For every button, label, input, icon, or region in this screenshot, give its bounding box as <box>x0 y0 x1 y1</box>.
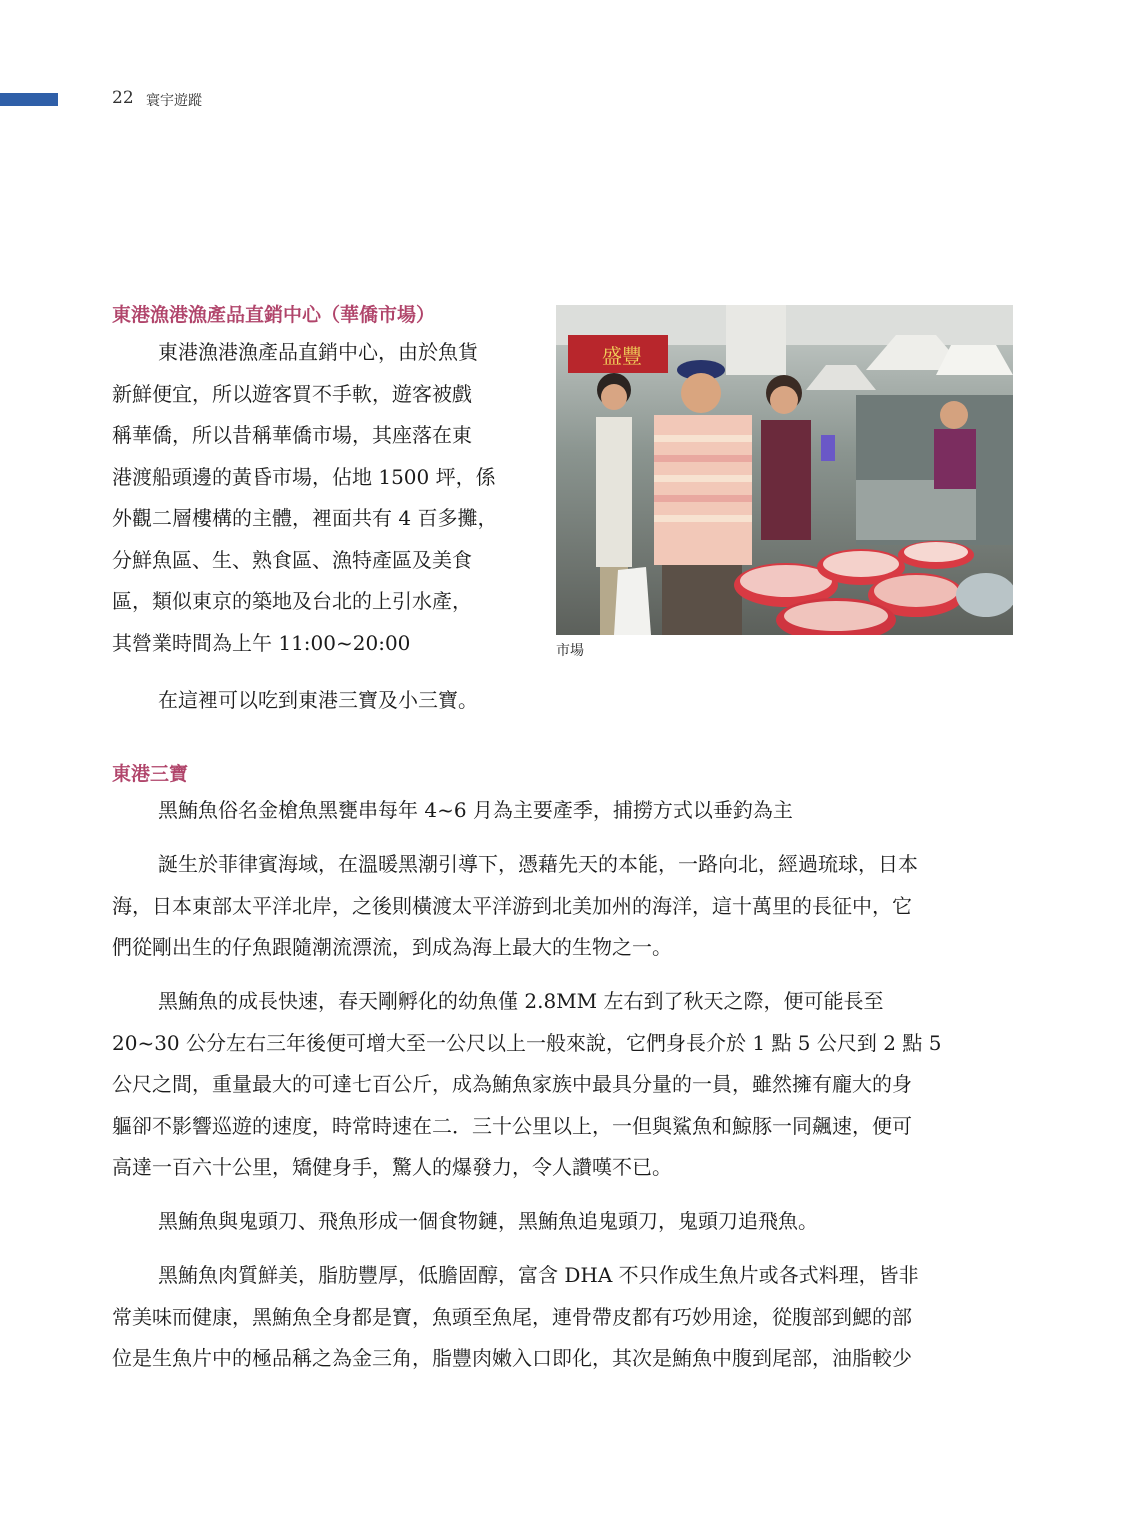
text-line: 稱華僑，所以昔稱華僑市場，其座落在東 <box>112 423 472 447</box>
text-line: 黑鮪魚的成長快速，春天剛孵化的幼魚僅 2.8MM 左右到了秋天之際，便可能長至 <box>158 989 884 1013</box>
section-title-market: 東港漁港漁產品直銷中心（華僑市場） <box>112 304 436 326</box>
paragraph-market-intro <box>112 332 532 664</box>
paragraph-tuna-meat <box>112 1255 1012 1380</box>
market-photo-illustration <box>556 305 1013 635</box>
text-line: 20~30 公分左右三年後便可增大至一公尺以上一般來說，它們身長介於 1 點 5 公尺到 2 點 5 <box>112 1030 942 1055</box>
text-line: 海，日本東部太平洋北岸，之後則橫渡太平洋游到北美加州的海洋，這十萬里的長征中，它 <box>112 893 912 918</box>
text-line: 軀卻不影響巡遊的速度，時常時速在二．三十公里以上，一但與鯊魚和鯨豚一同飆速，便可 <box>112 1113 912 1138</box>
text-line: 們從剛出生的仔魚跟隨潮流漂流，到成為海上最大的生物之一。 <box>112 935 672 959</box>
shop-sign-text: 盛豐 <box>602 344 642 368</box>
text-line: 誕生於菲律賓海域，在溫暖黑潮引導下，憑藉先天的本能，一路向北，經過琉球，日本 <box>158 852 918 876</box>
section-title-three-treasures: 東港三寶 <box>112 763 189 785</box>
text-line: 位是生魚片中的極品稱之為金三角，脂豐肉嫩入口即化，其次是鮪魚中腹到尾部，油脂較少 <box>112 1346 912 1370</box>
paragraph-tuna-growth <box>112 981 1012 1189</box>
running-title: 寰宇遊蹤 <box>146 93 202 109</box>
text-line: 黑鮪魚肉質鮮美，脂肪豐厚，低膽固醇，富含 DHA 不只作成生魚片或各式料理，皆非 <box>158 1263 919 1287</box>
page-number: 22 <box>112 88 134 108</box>
text-line: 常美味而健康，黑鮪魚全身都是寶，魚頭至魚尾，連骨帶皮都有巧妙用途，從腹部到鰓的部 <box>112 1304 912 1329</box>
text-line: 分鮮魚區、生、熟食區、漁特產區及美食 <box>112 547 472 572</box>
header-accent-bar <box>0 93 58 106</box>
paragraph-tuna-migration <box>112 844 1012 969</box>
text-line: 新鮮便宜，所以遊客買不手軟，遊客被戲 <box>112 381 472 406</box>
market-photo <box>556 305 1013 635</box>
text-line: 高達一百六十公里，矯健身手，驚人的爆發力，令人讚嘆不已。 <box>112 1155 672 1179</box>
text-line: 港渡船頭邊的黃昏市場，佔地 1500 坪，係 <box>112 464 496 489</box>
text-line: 公尺之間，重量最大的可達七百公斤，成為鮪魚家族中最具分量的一員，雖然擁有龐大的身 <box>112 1072 912 1096</box>
photo-caption: 市場 <box>556 643 584 659</box>
text-line: 東港漁港漁產品直銷中心，由於魚貨 <box>158 340 478 364</box>
text-line: 外觀二層樓構的主體，裡面共有 4 百多攤， <box>112 506 498 530</box>
text-line: 其營業時間為上午 11:00~20:00 <box>112 630 411 655</box>
paragraph-food-chain: 黑鮪魚與鬼頭刀、飛魚形成一個食物鏈，黑鮪魚追鬼頭刀，鬼頭刀追飛魚。 <box>158 1209 818 1233</box>
text-line: 區，類似東京的築地及台北的上引水產， <box>112 589 472 613</box>
paragraph-three-treasures-intro: 在這裡可以吃到東港三寶及小三寶。 <box>158 688 478 712</box>
paragraph-tuna-season: 黑鮪魚俗名金槍魚黑甕串每年 4~6 月為主要產季，捕撈方式以垂釣為主 <box>158 798 793 822</box>
